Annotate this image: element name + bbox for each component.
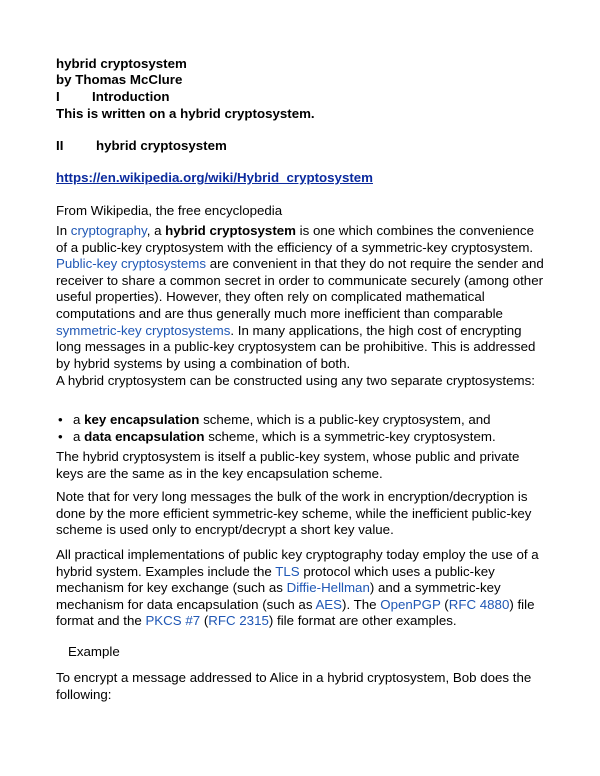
paragraph-5: [56, 547, 546, 630]
paragraph-3: The hybrid cryptosystem is itself a public-key system, whose public and private keys are the same as in the key encapsulation scheme.: [56, 449, 520, 481]
list-item: [56, 412, 496, 429]
list-item: [56, 429, 496, 446]
link-cryptography[interactable]: cryptography: [70, 223, 147, 238]
bullet-2-pre: a: [73, 428, 85, 444]
paragraph-1: [56, 223, 546, 372]
p5-text-1: All practical implementations of public key cryptography today employ the use of a hybrid system. Examples include the: [56, 547, 539, 579]
p5-text-3: ) and a symmetric-key mechanism for data encapsulation (such as: [56, 580, 501, 612]
link-rfc-2315[interactable]: RFC 2315: [208, 613, 269, 629]
from-wikipedia: From Wikipedia, the free encyclopedia: [56, 203, 283, 218]
p1-text-2: , a: [146, 223, 166, 238]
p5-text-6: ) file format and the: [56, 596, 535, 629]
bullet-1-post: scheme, which is a public-key cryptosystem, and: [199, 412, 491, 427]
link-pkcs-7[interactable]: PKCS #7: [145, 613, 201, 629]
section-2-heading: [56, 138, 227, 154]
intro-line: This is written on a hybrid cryptosystem.: [56, 106, 315, 121]
document-title: hybrid cryptosystem: [56, 56, 187, 71]
paragraph-2: A hybrid cryptosystem can be constructed using any two separate cryptosystems:: [56, 373, 535, 388]
p5-text-5: (: [440, 596, 449, 612]
author-line: by Thomas McClure: [56, 72, 183, 87]
section-1-number: I: [56, 89, 60, 104]
example-heading: Example: [68, 644, 120, 659]
section-1-title: Introduction: [92, 89, 170, 104]
section-2-title: hybrid cryptosystem: [96, 138, 227, 153]
p5-text-7: (: [200, 613, 209, 629]
term-data-encapsulation: data encapsulation: [84, 428, 205, 444]
link-openpgp[interactable]: OpenPGP: [380, 596, 441, 612]
bullet-1-pre: a: [73, 412, 85, 427]
paragraph-4: Note that for very long messages the bulk of the work in encryption/decryption is done by the more efficient symmetric-key scheme, while the inefficient public-key scheme is used only to encrypt/decrypt a short key value.: [56, 489, 532, 538]
encapsulation-list: [56, 412, 496, 445]
term-hybrid-cryptosystem: hybrid cryptosystem: [165, 223, 296, 238]
link-rfc-4880[interactable]: RFC 4880: [448, 596, 510, 612]
p1-text-3: is one which combines the convenience of a public-key cryptosystem with the efficiency of a symmetric-key cryptosystem.: [56, 223, 534, 255]
p5-text-2: protocol which uses a public-key mechanism for key exchange (such as: [56, 563, 495, 596]
section-2-number: II: [56, 138, 64, 153]
section-1-heading: [56, 89, 170, 105]
link-tls[interactable]: TLS: [275, 563, 300, 579]
p5-text-4: ). The: [342, 596, 381, 612]
p5-text-8: ) file format are other examples.: [268, 613, 457, 629]
p1-text-4: are convenient in that they do not require the sender and receiver to share a common secret in order to communicate securely (among other useful properties). However, they often rely on complicated mathematical computations and are thus generally much more inefficient than comparable: [56, 256, 544, 321]
p1-text-1: In: [56, 223, 71, 238]
p1-text-5: . In many applications, the high cost of encrypting long messages in a public-key cryptosystem can be prohibitive. This is addressed by hybrid systems by using a combination of both.: [56, 322, 536, 371]
source-url-link[interactable]: https://en.wikipedia.org/wiki/Hybrid_cryptosystem: [56, 170, 373, 185]
link-diffie-hellman[interactable]: Diffie-Hellman: [286, 580, 370, 596]
link-aes[interactable]: AES: [315, 596, 343, 612]
link-public-key-cryptosystems[interactable]: Public-key cryptosystems: [56, 256, 206, 272]
paragraph-6: To encrypt a message addressed to Alice in a hybrid cryptosystem, Bob does the following:: [56, 670, 532, 702]
term-key-encapsulation: key encapsulation: [84, 412, 200, 427]
link-symmetric-key-cryptosystems[interactable]: symmetric-key cryptosystems: [56, 322, 231, 338]
bullet-2-post: scheme, which is a symmetric-key cryptosystem.: [204, 428, 496, 444]
source-url-line: [56, 170, 373, 186]
